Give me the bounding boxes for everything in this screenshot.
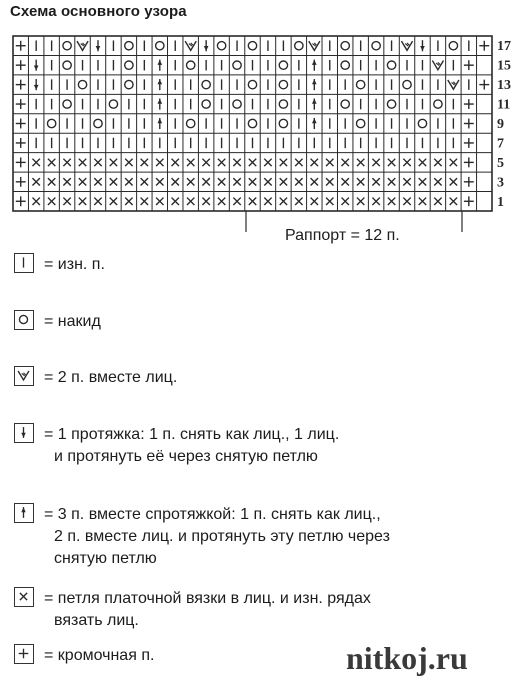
legend-text-line: и протянуть её через снятую петлю: [54, 448, 318, 465]
chart-cell-garter: [342, 159, 349, 166]
chart-cell-garter: [202, 198, 209, 205]
chart-cell-k2tog: [432, 61, 443, 70]
chart-cell-garter: [388, 198, 395, 205]
chart-cell-yarn-over: [202, 80, 210, 88]
chart-cell-garter: [125, 198, 132, 205]
repeat-label: Раппорт = 12 п.: [285, 227, 400, 244]
chart-cell-edge: [464, 196, 474, 206]
row-number-label: 7: [497, 136, 504, 152]
chart-cell-edge: [464, 99, 474, 109]
chart-cell-skp: [34, 79, 39, 90]
chart-cell-garter: [450, 159, 457, 166]
chart-cell-garter: [218, 178, 225, 185]
chart-cell-garter: [326, 178, 333, 185]
chart-cell-garter: [48, 159, 55, 166]
chart-cell-garter: [419, 159, 426, 166]
chart-cell-garter: [280, 198, 287, 205]
chart-cell-yarn-over: [387, 100, 395, 108]
watermark-logo: nitkoj.ru: [346, 640, 468, 676]
knitting-chart: [0, 0, 521, 250]
chart-cell-k2tog: [401, 41, 412, 50]
chart-cell-garter: [172, 178, 179, 185]
chart-cell-yarn-over: [279, 119, 287, 127]
chart-cell-edge: [464, 177, 474, 187]
chart-cell-sk2p: [157, 98, 162, 109]
chart-cell-garter: [202, 159, 209, 166]
purl-symbol-icon: [14, 253, 34, 273]
chart-cell-garter: [110, 178, 117, 185]
chart-cell-edge: [16, 196, 26, 206]
chart-cell-garter: [264, 198, 271, 205]
chart-cell-edge: [464, 60, 474, 70]
chart-cell-garter: [32, 198, 39, 205]
chart-cell-garter: [372, 198, 379, 205]
chart-cell-yarn-over: [187, 61, 195, 69]
chart-cell-edge: [479, 80, 489, 90]
chart-cell-edge: [464, 119, 474, 129]
chart-cell-yarn-over: [78, 80, 86, 88]
chart-cell-edge: [479, 41, 489, 51]
chart-cell-garter: [94, 159, 101, 166]
chart-cell-garter: [419, 178, 426, 185]
chart-cell-garter: [202, 178, 209, 185]
legend-text-line: = петля платочной вязки в лиц. и изн. рядах: [44, 590, 371, 607]
chart-cell-garter: [264, 178, 271, 185]
row-number-label: 1: [497, 194, 504, 210]
legend-text-line: = 2 п. вместе лиц.: [44, 369, 178, 386]
chart-cell-edge: [16, 60, 26, 70]
chart-cell-garter: [419, 198, 426, 205]
chart-cell-sk2p: [157, 118, 162, 129]
chart-cell-garter: [172, 159, 179, 166]
chart-cell-sk2p: [312, 118, 317, 129]
chart-cell-garter: [311, 159, 318, 166]
chart-cell-garter: [187, 198, 194, 205]
chart-cell-yarn-over: [233, 100, 241, 108]
edge-symbol-icon: [14, 644, 34, 664]
sk2p-symbol-icon: [14, 503, 34, 523]
legend-description: [44, 504, 390, 570]
chart-cell-yarn-over: [47, 119, 55, 127]
legend-text-line: = изн. п.: [44, 256, 105, 273]
chart-cell-yarn-over: [279, 100, 287, 108]
chart-cell-k2tog: [77, 41, 88, 50]
row-number-label: 3: [497, 175, 504, 191]
chart-cell-yarn-over: [156, 42, 164, 50]
legend-text-line: = кромочная п.: [44, 647, 155, 664]
chart-cell-garter: [141, 159, 148, 166]
chart-cell-garter: [79, 159, 86, 166]
legend-text-line: 2 п. вместе лиц. и протянуть эту петлю через: [54, 528, 390, 545]
chart-cell-yarn-over: [372, 42, 380, 50]
chart-cell-garter: [141, 178, 148, 185]
chart-cell-garter: [264, 159, 271, 166]
chart-cell-edge: [464, 138, 474, 148]
chart-cell-garter: [63, 198, 70, 205]
chart-cell-k2tog: [448, 80, 459, 89]
chart-cell-garter: [32, 178, 39, 185]
chart-title: Схема основного узора: [10, 3, 187, 20]
chart-cell-garter: [110, 159, 117, 166]
chart-cell-garter: [249, 159, 256, 166]
chart-cell-edge: [16, 119, 26, 129]
chart-cell-yarn-over: [217, 42, 225, 50]
chart-cell-garter: [187, 159, 194, 166]
chart-cell-garter: [172, 198, 179, 205]
chart-cell-garter: [48, 198, 55, 205]
row-number-label: 11: [497, 97, 511, 113]
chart-cell-garter: [125, 178, 132, 185]
chart-cell-yarn-over: [295, 42, 303, 50]
chart-cell-garter: [311, 178, 318, 185]
chart-cell-edge: [16, 157, 26, 167]
chart-cell-garter: [110, 198, 117, 205]
chart-cell-garter: [326, 198, 333, 205]
garter-symbol-icon: [14, 587, 34, 607]
chart-cell-yarn-over: [279, 61, 287, 69]
chart-cell-yarn-over: [63, 61, 71, 69]
chart-cell-yarn-over: [248, 80, 256, 88]
chart-cell-garter: [342, 178, 349, 185]
chart-cell-garter: [125, 159, 132, 166]
chart-cell-yarn-over: [233, 61, 241, 69]
chart-cell-garter: [357, 198, 364, 205]
chart-cell-edge: [16, 177, 26, 187]
chart-cell-garter: [403, 159, 410, 166]
chart-cell-sk2p: [157, 79, 162, 90]
chart-cell-edge: [16, 99, 26, 109]
chart-cell-garter: [156, 198, 163, 205]
chart-cell-yarn-over: [449, 42, 457, 50]
chart-cell-yarn-over: [248, 42, 256, 50]
chart-cell-garter: [388, 178, 395, 185]
chart-cell-garter: [156, 178, 163, 185]
chart-cell-garter: [233, 178, 240, 185]
legend-description: [44, 588, 371, 632]
chart-cell-garter: [63, 159, 70, 166]
legend-text-line: = накид: [44, 313, 101, 330]
chart-cell-garter: [450, 178, 457, 185]
chart-cell-garter: [48, 178, 55, 185]
chart-cell-sk2p: [312, 60, 317, 71]
chart-cell-garter: [32, 159, 39, 166]
k2tog-symbol-icon: [14, 366, 34, 386]
chart-cell-yarn-over: [187, 119, 195, 127]
chart-cell-skp: [204, 40, 209, 51]
chart-cell-garter: [403, 198, 410, 205]
chart-cell-yarn-over: [341, 42, 349, 50]
chart-cell-skp: [420, 40, 425, 51]
chart-cell-garter: [295, 178, 302, 185]
chart-cell-yarn-over: [125, 80, 133, 88]
chart-cell-garter: [187, 178, 194, 185]
chart-cell-garter: [156, 159, 163, 166]
chart-cell-edge: [16, 138, 26, 148]
legend-text-line: = 1 протяжка: 1 п. снять как лиц., 1 лиц.: [44, 426, 340, 443]
row-number-label: 5: [497, 155, 504, 171]
chart-cell-garter: [295, 159, 302, 166]
chart-cell-yarn-over: [63, 42, 71, 50]
chart-cell-yarn-over: [418, 119, 426, 127]
row-number-label: 13: [497, 78, 511, 94]
chart-cell-sk2p: [157, 60, 162, 71]
chart-cell-k2tog: [309, 41, 320, 50]
chart-cells: [16, 40, 489, 206]
chart-cell-yarn-over: [434, 100, 442, 108]
chart-cell-yarn-over: [125, 61, 133, 69]
chart-cell-yarn-over: [94, 119, 102, 127]
legend-description: [44, 424, 339, 468]
chart-cell-garter: [357, 159, 364, 166]
chart-cell-edge: [16, 41, 26, 51]
chart-cell-sk2p: [312, 98, 317, 109]
chart-cell-edge: [16, 80, 26, 90]
chart-cell-garter: [233, 159, 240, 166]
legend-text-line: = 3 п. вместе спротяжкой: 1 п. снять как лиц.,: [44, 506, 381, 523]
chart-cell-garter: [141, 198, 148, 205]
chart-cell-skp: [34, 60, 39, 71]
chart-cell-garter: [434, 159, 441, 166]
chart-cell-k2tog: [185, 41, 196, 50]
chart-cell-sk2p: [312, 79, 317, 90]
chart-cell-skp: [96, 40, 101, 51]
chart-cell-yarn-over: [202, 100, 210, 108]
chart-cell-garter: [218, 198, 225, 205]
chart-cell-garter: [63, 178, 70, 185]
chart-cell-garter: [388, 159, 395, 166]
row-number-label: 9: [497, 117, 504, 132]
chart-cell-garter: [280, 159, 287, 166]
skp-symbol-icon: [14, 423, 34, 443]
chart-cell-yarn-over: [63, 100, 71, 108]
legend-description: [44, 311, 101, 333]
chart-cell-garter: [79, 178, 86, 185]
chart-cell-garter: [311, 198, 318, 205]
chart-cell-garter: [233, 198, 240, 205]
legend-description: [44, 645, 154, 667]
legend-description: [44, 254, 105, 276]
row-number-label: 17: [497, 39, 511, 55]
chart-cell-yarn-over: [387, 61, 395, 69]
chart-cell-yarn-over: [356, 119, 364, 127]
chart-cell-garter: [249, 178, 256, 185]
chart-cell-garter: [280, 178, 287, 185]
yarn-over-symbol-icon: [14, 310, 34, 330]
legend-description: [44, 367, 177, 389]
chart-cell-garter: [403, 178, 410, 185]
row-number-label: 15: [497, 58, 511, 74]
chart-cell-garter: [372, 178, 379, 185]
chart-cell-garter: [94, 198, 101, 205]
legend-text-line: вязать лиц.: [54, 612, 139, 629]
chart-cell-yarn-over: [341, 100, 349, 108]
chart-cell-yarn-over: [248, 119, 256, 127]
chart-cell-garter: [249, 198, 256, 205]
chart-cell-garter: [79, 198, 86, 205]
chart-cell-garter: [357, 178, 364, 185]
chart-cell-yarn-over: [341, 61, 349, 69]
chart-cell-garter: [434, 178, 441, 185]
chart-cell-garter: [326, 159, 333, 166]
chart-cell-yarn-over: [109, 100, 117, 108]
chart-cell-yarn-over: [403, 80, 411, 88]
chart-cell-garter: [434, 198, 441, 205]
chart-cell-garter: [94, 178, 101, 185]
chart-cell-yarn-over: [279, 80, 287, 88]
chart-cell-edge: [464, 157, 474, 167]
legend-text-line: снятую петлю: [54, 550, 157, 567]
chart-cell-yarn-over: [356, 80, 364, 88]
chart-cell-garter: [342, 198, 349, 205]
chart-cell-garter: [218, 159, 225, 166]
chart-cell-garter: [450, 198, 457, 205]
chart-cell-garter: [295, 198, 302, 205]
chart-cell-garter: [372, 159, 379, 166]
chart-cell-yarn-over: [125, 42, 133, 50]
